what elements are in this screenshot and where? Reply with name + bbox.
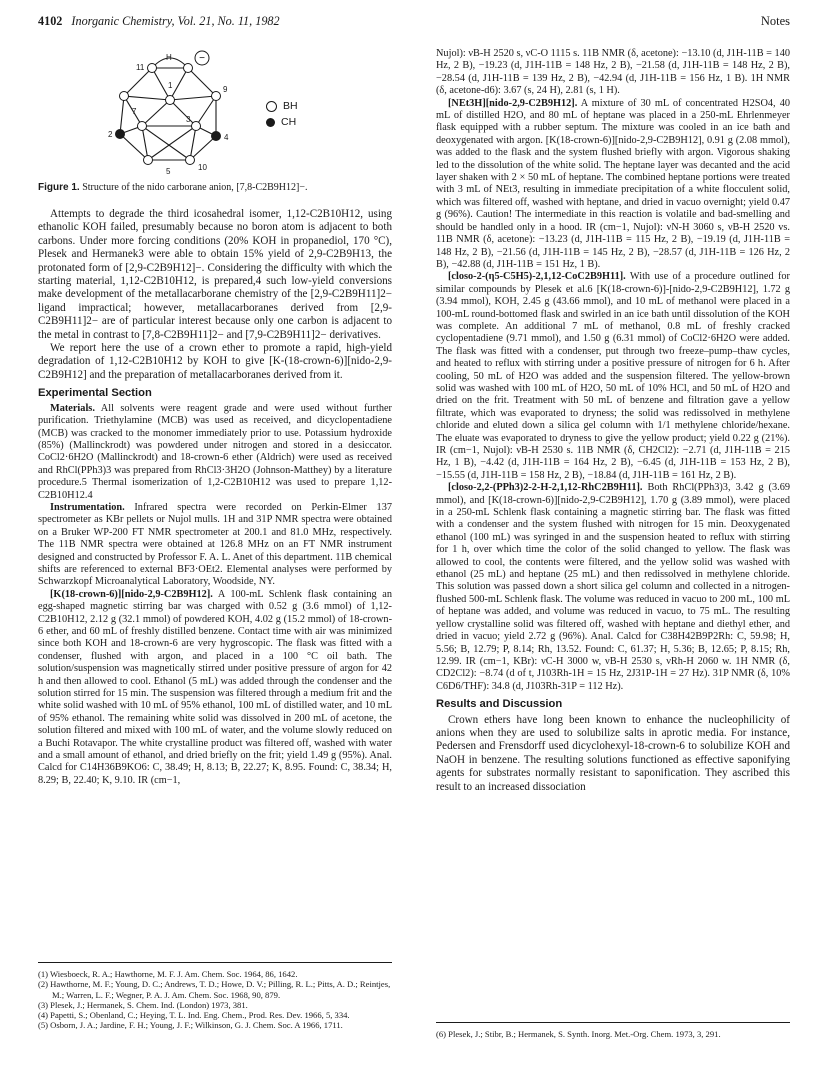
left-column — [38, 48, 392, 787]
intro-paragraph: We report here the use of a crown ether to promote a rapid, high-yield degradation of 1,12-C2B10H12 by KOH to give [K-(18-crown-6)][nido-2,9-C2B9H12] and the preparation of metallacarboranes derived from it. — [38, 342, 392, 381]
carborane-structure-diagram — [90, 48, 250, 176]
right-column — [436, 48, 790, 794]
footnote: (5) Osborn, J. A.; Jardine, F. H.; Young, J. F.; Wilkinson, G. J. Chem. Soc. A 1966, 1711. — [38, 1020, 343, 1031]
experimental-paragraph — [38, 403, 392, 502]
legend-ch — [266, 116, 298, 128]
paragraph-body: With use of a procedure outlined for similar compounds by Plesek et al.6 [K(18-crown-6)]-[nido-2,9-C2B9H12], 1.72 g (3.94 mmol), KOH, 2.45 g (43.66 mmol), and 10 mL of methanol were placed in a 100-mL round-bottomed flask and swirled in an ice bath until dissolution of the KOH was complete. An additional 7 mL of methanol, 0.8 mL of freshly cracked cyclopentadiene (9.71 mmol), and 1.50 g (6.31 mmol) of CoCl2·6H2O were added. The flask was fitted with a condenser, put through two freeze–pump–thaw cycles, and heated to reflux with stirring under a positive pressure of nitrogen for 6 h. After cooling, 50 mL of H2O was added and the suspension filtered. The yellow-brown solid was washed with 100 mL of H2O, 50 mL of 10% HCl, and 50 mL of H2O and dried on the frit. Treatment with 50 mL of benzene and filtration gave a yellow filtrate, which was evaporated to dryness; the solid was redissolved in methylene chloride and eluted down a silica gel column with 1/1 methylene chloride/hexane. The eluate was evaporated to dryness to give the yellow product; yield 0.22 g (21%). IR (cm−1, Nujol): νB-H 2530 s. 11B NMR (δ, CH2Cl2): −2.71 (d, J1H-11B = 215 Hz, 1 B), −4.42 (d, J1H-11B = 164 Hz, 2 B), −6.45 (d, J1H-11B = 153 Hz, 2 B), −15.55 (d, J1H-11B = 158 Hz, 2 B), −18.84 (d, J1H-11B = 161 Hz, 2 B). — [436, 271, 790, 481]
charge-sign: − — [199, 53, 205, 64]
cage-edge — [196, 96, 216, 126]
paragraph-runhead: [NEt3H][nido-2,9-C2B9H12]. — [448, 97, 578, 109]
caption-text: Structure of the nido carborane anion, [7,8-C2B9H12]−. — [82, 182, 308, 193]
cage-edge — [142, 100, 170, 126]
paragraph-body: A mixture of 30 mL of concentrated H2SO4, 40 mL of distilled H2O, and 80 mL of heptane was placed in a 250-mL Ehrlenmeyer flask equipped with a rubber septum. The mixture was cooled in an ice bath and deoxygenated with argon. [K(18-crown-6)][nido-2,9-C2B9H12], 0.91 g (2.08 mmol), was added to the flask and the system flushed briefly with argon. Vigorous shaking led to the dissolution of the white solid. The heptane layer was decanted and the acid layer shaken with 2 × 50 mL of heptane. The combined heptane portions were treated with 3 mL of NEt3, resulting in immediate precipitation of a white flocculent solid, which was filtered off, washed with heptane, and dried in vacuo overnight; yield 0.47 g (96%). Caution! The intermediate in this reaction is volatile and bad-smelling and should be handled only in a hood. IR (cm−1, Nujol): νN-H 3060 s, νB-H 2520 vs. 11B NMR (δ, acetone): −13.23 (d, J1H-11B = 115 Hz, 2 B), −19.19 (d, J1H-11B = 148 Hz, 2 B), −21.56 (d, J1H-11B = 145 Hz, 2 B), −28.57 (d, J1H-11B = 126 Hz, 2 B), −42.88 (d, J1H-11B = 151 Hz, 1 B). — [436, 97, 790, 270]
footnote: (1) Wiesboeck, R. A.; Hawthorne, M. F. J. Am. Chem. Soc. 1964, 86, 1642. — [38, 969, 298, 979]
cage-edge — [124, 68, 152, 96]
footnote: (4) Papetti, S.; Obenland, C.; Heying, T. L. Ind. Eng. Chem., Prod. Res. Dev. 1966, 5, 334. — [38, 1010, 350, 1021]
figure-legend — [266, 100, 298, 133]
boron-atom — [212, 92, 221, 101]
filled-circle-icon — [266, 118, 275, 127]
experimental-heading: Experimental Section — [38, 387, 152, 400]
legend-bh-label: BH — [283, 100, 298, 112]
atom-label: 9 — [223, 85, 228, 94]
paragraph-runhead: Instrumentation. — [50, 501, 125, 513]
cage-edge — [188, 68, 216, 96]
experimental-paragraph — [436, 271, 790, 482]
journal-citation: Inorganic Chemistry, Vol. 21, No. 11, 1982 — [71, 14, 280, 28]
cage-edge — [142, 126, 190, 160]
footnotes-left — [38, 962, 392, 1031]
figure-1 — [38, 48, 392, 176]
atom-label: 1 — [168, 81, 173, 90]
boron-atom — [186, 156, 195, 165]
paragraph-runhead: [K(18-crown-6)][nido-2,9-C2B9H12]. — [50, 588, 213, 600]
boron-atom — [192, 122, 201, 131]
cage-edge — [170, 96, 216, 100]
atom-label: 7 — [132, 107, 137, 116]
carbon-atom — [116, 130, 125, 139]
atom-label: 4 — [224, 133, 229, 142]
results-heading: Results and Discussion — [436, 698, 563, 711]
cage-edge — [120, 96, 124, 134]
experimental-paragraph — [38, 589, 392, 788]
boron-atom — [144, 156, 153, 165]
intro-paragraph: Attempts to degrade the third icosahedral isomer, 1,12-C2B10H12, using ethanolic KOH failed, presumably because no boron atom is adjacent to both carbons. Under more forcing conditions (20% KOH in propanediol, 170 °C), Plesek and Hermanek3 were able to obtain 15% yield of 2,9-C2B9H13, the protonated form of [2,9-C2B9H12]−. Considering the difficulty with which the starting material, 1,12-C2B10H12, is prepared,4 such low-yield conversions make development of the metallacarborane chemistry of the [2,9-C2B9H11]2− ligand impractical; however, metallacarboranes derived from [2,9-C2B9H11]2− are of particular interest because only one carbon is adjacent to the metal in contrast to [7,8-C2B9H11]2− and [7,9-C2B9H11]2− derivatives. — [38, 208, 392, 341]
running-header — [38, 10, 790, 32]
figure-caption — [38, 182, 392, 194]
open-circle-icon — [266, 101, 277, 112]
atom-label: 5 — [166, 167, 171, 176]
header-left — [38, 14, 280, 29]
section-name: Notes — [760, 14, 790, 28]
paragraph-runhead: [closo-2-(η5-C5H5)-2,1,12-CoC2B9H11]. — [448, 271, 626, 283]
footnote: (3) Plesek, J.; Hermanek, S. Chem. Ind. (London) 1973, 381. — [38, 999, 248, 1010]
atom-label: 11 — [136, 63, 145, 72]
experimental-paragraph — [436, 48, 790, 98]
boron-atom — [148, 64, 157, 73]
legend-ch-label: CH — [281, 116, 297, 129]
paragraph-runhead: Materials. — [50, 402, 95, 414]
boron-atom — [138, 122, 147, 131]
cage-edge — [148, 126, 196, 160]
footnote: (2) Hawthorne, M. F.; Young, D. C.; Andrews, T. D.; Howe, D. V.; Pilling, R. L.; Pitts, A. D.; Reintjes, M.; Warren, L. F.; Wegner, P. A. J. Am. Chem. Soc. 1968, 90, 879. — [38, 979, 391, 1000]
atom-label: 3 — [186, 115, 191, 124]
legend-bh — [266, 100, 298, 112]
page-number: 4102 — [38, 14, 63, 28]
paragraph-body: Infrared spectra were recorded on Perkin-Elmer 137 spectrometer as KBr pellets or Nujol mulls. 1H and 31P NMR spectra were obtained on a Bruker WP-200 FT NMR spectrometer at 200.1 and 81.0 MHz, respectively. The 11B NMR spectra were obtained at 126.8 MHz on an FT NMR instrument designed and constructed by Professor F. A. L. Anet of this department. 11B chemical shifts are referenced to external BF3·OEt2. Elemental analyses were performed by Schwarzkopf Microanalytical Laboratory, Woodside, NY. — [38, 501, 392, 588]
paragraph-body: All solvents were reagent grade and were used without further purification. Triethylamine (MCB) was used as received, and dicyclopentadiene (MCB) was cracked to the monomer immediately prior to use. Potassium hydroxide (85%) (Mallinckrodt) was powdered under nitrogen and stored in a desiccator. CoCl2·6H2O (Mallinckrodt) and 18-crown-6 ether (Aldrich) were used as received and RhCl(PPh3)3 was prepared from RhCl3·3H2O (Johnson-Matthey) by a literature procedure.5 Thermal isomerization of 1,2-C2B10H12 was used to prepare 1,12-C2B10H12.4 — [38, 402, 392, 501]
experimental-paragraph — [38, 502, 392, 589]
paragraph-runhead: [closo-2,2-(PPh3)2-2-H-2,1,12-RhC2B9H11]. — [448, 482, 643, 494]
boron-atom — [166, 96, 175, 105]
paragraph-body: Both RhCl(PPh3)3, 3.42 g (3.69 mmol), and [K(18-crown-6)][nido-2,9-C2B9H12], 1.70 g (3.89 mmol), were placed in a 250-mL Schlenk flask containing a magnetic stirring bar. The flask was fitted with a condenser and the system flushed with nitrogen for 15 min. Deoxygenated ethanol (100 mL) was syringed in and the suspension heated to reflux with stirring for 1 h, over which time the color of the solid changed to yellow. The flask was allowed to cool, the contents were filtered, and the yellow solid was washed with ethanol (25 mL) and heptane (25 mL) and then redissolved in methylene chloride. This solution was passed down a short silica gel column and collected in a nitrogen-flushed 500-mL Schlenk flask. The volume was reduced in vacuo to 200 mL, 100 mL of heptane was added, and volume was reduced in vacuo, to 75 mL. The resulting yellow crystalline solid was filtered off, washed with heptane and diethyl ether, and dried in vacuo; yield 2.72 g (96%). Anal. Calcd for C38H42B9P2Rh: C, 59.98; H, 5.56; B, 12.79; P, 8.14; Rh, 13.52. Found: C, 61.37; H, 5.36; B, 12.65; P, 8.15; Rh, 12.99. IR (cm−1, KBr): νC-H 3000 w, νB-H 2530 s, νRh-H 2060 w. 1H NMR (δ, CD2Cl2): −8.74 (d of t, J103Rh-1H = 15 Hz, 2J31P-1H = 27 Hz). 31P NMR (δ, 10% C6D6/THF): 34.8 (d, J103Rh-31P = 112 Hz). — [436, 482, 791, 692]
cage-edge — [170, 100, 196, 126]
cage-edge — [170, 68, 188, 100]
experimental-paragraph — [436, 98, 790, 272]
results-paragraph: Crown ethers have long been known to enhance the nucleophilicity of anions when they are used to solubilize salts in aprotic media. For instance, Pedersen and Frensdorff used dicyclohexyl-18-crown-6 to solubilize KOH and NaOH in benzene. The resulting solutions functioned as effective saponifying agents for substrates normally resistant to saponification. They ascribed this result to an increased dissociation — [436, 713, 790, 793]
paragraph-body: A 100-mL Schlenk flask containing an egg-shaped magnetic stirring bar was charged with 0.52 g (3.6 mmol) of 1,12-C2B10H12, 2.12 g (32.1 mmol) of powdered KOH, 4.02 g (15.2 mmol) of 18-crown-6 ether, and 60 mL of freshly distilled benzene. Contact time with air was minimized since both KOH and 18-crown-6 are very hygroscopic. The flask was fitted with a condenser, flushed with argon, and placed in a 100 °C oil bath. The solution/suspension was magnetically stirred under positive pressure of argon for 42 h and then allowed to cool. Ethanol (5 mL) was added through the condenser and the solution stirred for 15 min. The suspension was filtered through a medium frit and the white solid washed with 10 mL of 95% ethanol, 100 mL of distilled water, and 10 mL of 95% ethanol. The remaining white solid was dissolved in 200 mL of acetone, the solution filtered and mixed with 100 mL of water, and the volume slowly reduced on a Buchi Rotavapor. The white crystalline product was filtered off, washed with water and a small amount of ethanol, and dried briefly on the frit; yield 1.49 g (95%). Anal. Calcd for C14H36B9KO6: C, 38.49; H, 8.13; B, 22.27; K, 8.95. Found: C, 38.34; H, 8.29; B, 22.40; K, 9.10. IR (cm−1, — [38, 588, 393, 786]
cage-edge — [124, 96, 170, 100]
atom-label: 2 — [108, 130, 113, 139]
footnotes-right — [436, 1022, 790, 1039]
paragraph-body: Nujol): νB-H 2520 s, νC-O 1115 s. 11B NMR (δ, acetone): −13.10 (d, J1H-11B = 140 Hz, 2 B), −19.23 (d, J1H-11B = 148 Hz, 2 B), −21.58 (d, J1H-11B = 148 Hz, 2 B), −28.54 (d, J1H-11B = 139 Hz, 2 B), −42.94 (d, J1H-11B = 156 Hz, 1 B). 1H NMR (δ, acetone-d6): 3.67 (s, 24 H), 2.81 (s, 1 H). — [436, 48, 790, 97]
experimental-paragraph — [436, 482, 790, 693]
boron-atom — [120, 92, 129, 101]
footnote: (6) Plesek, J.; Stibr, B.; Hermanek, S. Synth. Inorg. Met.-Org. Chem. 1973, 3, 291. — [436, 1029, 721, 1039]
atom-label: 10 — [198, 163, 207, 172]
carbon-atom — [212, 132, 221, 141]
atom-label: H — [166, 53, 172, 62]
boron-atom — [184, 64, 193, 73]
caption-label: Figure 1. — [38, 182, 80, 193]
